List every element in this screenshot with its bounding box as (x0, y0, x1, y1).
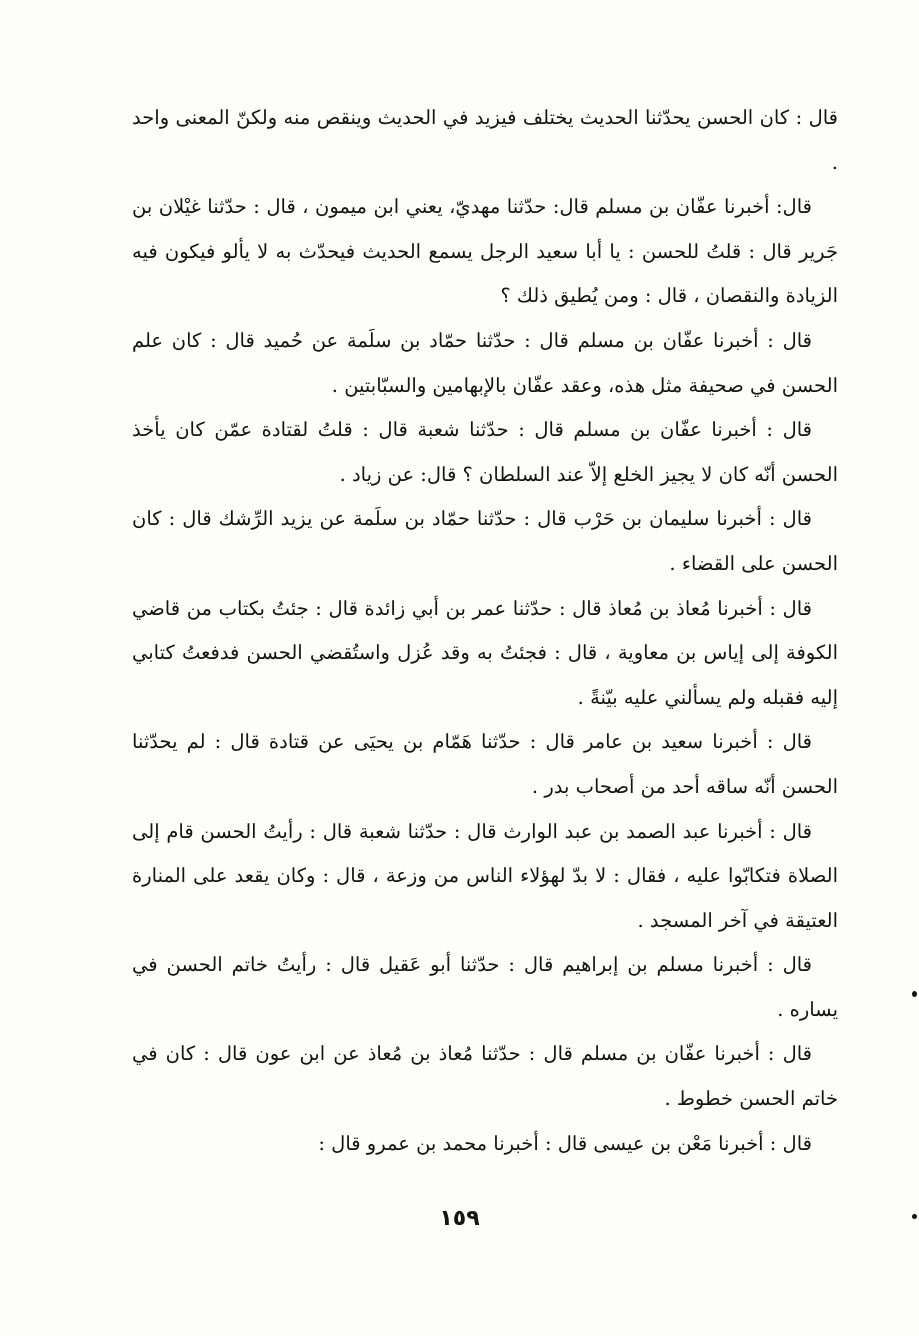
paragraph-10: قال : أخبرنا عفّان بن مسلم قال : حدّثنا مُعاذ بن مُعاذ عن ابن عون قال : كان في خاتم الحسن خطوط . (132, 1042, 838, 1111)
body-text (132, 96, 838, 1166)
paragraph-8: قال : أخبرنا عبد الصمد بن عبد الوارث قال : حدّثنا شعبة قال : رأيتُ الحسن قام إلى الصلاة فتكابّوا عليه ، فقال : لا بدّ لهؤلاء الناس من وزعة ، قال : وكان يقعد على المنارة العتيقة في آخر المسجد . (132, 819, 838, 932)
paragraph-1: قال : كان الحسن يحدّثنا الحديث يختلف فيزيد في الحديث وينقص منه ولكنّ المعنى واحد . (132, 106, 838, 174)
scan-speck (912, 991, 917, 997)
scan-speck (912, 1214, 917, 1219)
paragraph-5: قال : أخبرنا سليمان بن حَرْب قال : حدّثنا حمّاد بن سلَمة عن يزيد الرِّشك قال : كان الحسن على القضاء . (132, 507, 838, 575)
paragraph-6: قال : أخبرنا مُعاذ بن مُعاذ قال : حدّثنا عمر بن أبي زائدة قال : جئتُ بكتاب من قاضي الكوفة إلى إياس بن معاوية ، قال : فجئتُ به وقد عُزل واستُقضي الحسن فدفعتُ كتابي إليه فقبله ولم يسألني عليه بيّنةً . (132, 596, 838, 709)
paragraph-2: قال: أخبرنا عفّان بن مسلم قال: حدّثنا مهديّ، يعني ابن ميمون ، قال : حدّثنا غيْلان بن جَرير قال : قلتُ للحسن : يا أبا سعيد الرجل يسمع الحديث فيحدّث به لا يألو فيكون فيه الزيادة والنقصان ، قال : ومن يُطيق ذلك ؟ (132, 195, 838, 308)
paragraph-3: قال : أخبرنا عفّان بن مسلم قال : حدّثنا حمّاد بن سلَمة عن حُميد قال : كان علم الحسن في صحيفة مثل هذه، وعقد عفّان بالإبهامين والسبّابتين . (132, 328, 838, 397)
paragraph-4: قال : أخبرنا عفّان بن مسلم قال : حدّثنا شعبة قال : قلتُ لقتادة عمّن كان يأخذ الحسن أنّه كان لا يجيز الخلع إلاّ عند السلطان ؟ قال: عن زياد . (132, 418, 838, 486)
page-number: ١٥٩ (439, 1206, 480, 1231)
paragraph-9: قال : أخبرنا مسلم بن إبراهيم قال : حدّثنا أبو عَقيل قال : رأيتُ خاتم الحسن في يساره . (132, 953, 838, 1021)
paragraph-11: قال : أخبرنا مَعْن بن عيسى قال : أخبرنا محمد بن عمرو قال : (318, 1131, 812, 1155)
paragraph-7: قال : أخبرنا سعيد بن عامر قال : حدّثنا هَمّام بن يحيَى عن قتادة قال : لم يحدّثنا الحسن أنّه ساقه أحد من أصحاب بدر . (132, 730, 838, 798)
